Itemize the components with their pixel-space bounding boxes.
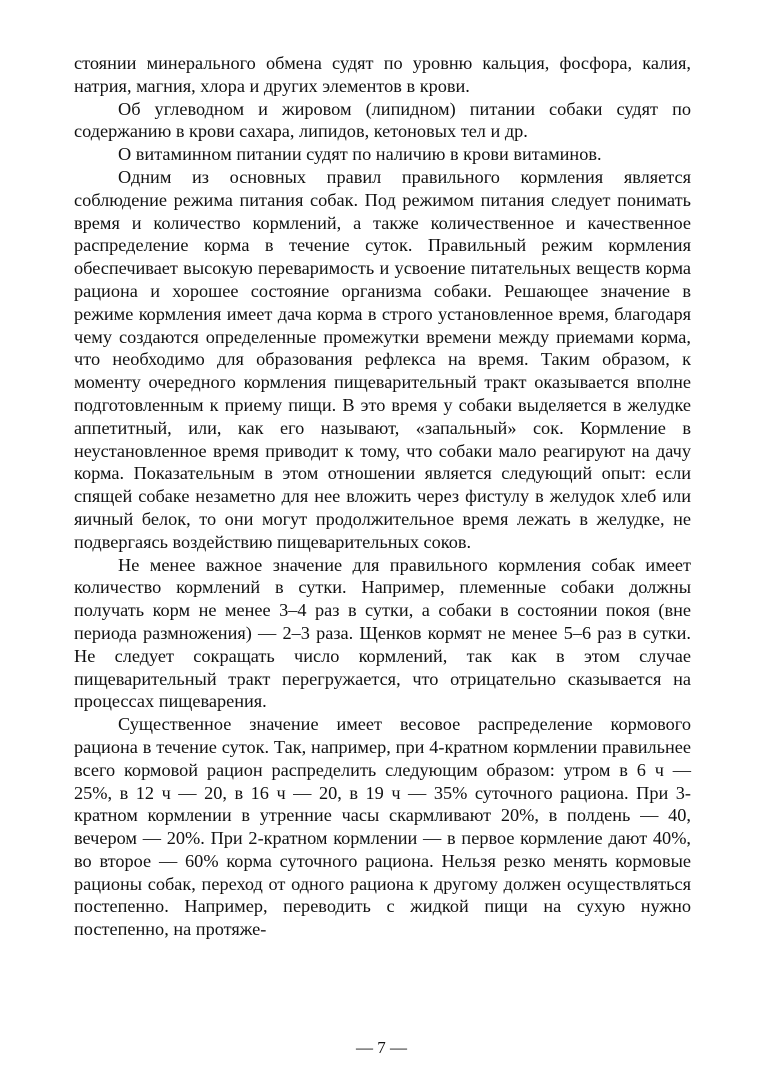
page-body xyxy=(74,52,691,941)
paragraph-5: Не менее важное значение для правильного кормления собак имеет количество кормлений в сутки. Например, племенные собаки должны получать корм не менее 3–4 раз в сутки, а собаки в состоянии покоя (вне периода размножения) — 2–3 раза. Щенков кормят не менее 5–6 раз в сутки. Не следует сокращать число кормлений, так как в этом случае пищеварительный тракт перегружается, что отрицательно сказывается на процессах пищеварения. xyxy=(74,554,691,712)
paragraph-3: О витаминном питании судят по наличию в крови витаминов. xyxy=(118,144,602,165)
page-number: — 7 — xyxy=(356,1038,407,1057)
paragraph-6: Существенное значение имеет весовое распределение кормового рациона в течение суток. Так, например, при 4-кратном кормлении правильнее всего кормовой рацион распределить следующим образом: утром в 6 ч — 25%, в 12 ч — 20, в 16 ч — 20, в 19 ч — 35% суточного рациона. При 3-кратном кормлении в утренние часы скармливают 20%, в полдень — 40, вечером — 20%. При 2-кратном кормлении — в первое кормление дают 40%, во второе — 60% корма суточного рациона. Нельзя резко менять кормовые рационы собак, переход от одного рациона к другому должен осуществляться постепенно. Например, переводить с жидкой пищи на сухую нужно постепенно, на протяже- xyxy=(74,714,691,940)
paragraph-2: Об углеводном и жировом (липидном) питании собаки судят по содержанию в крови сахара, липидов, кетоновых тел и др. xyxy=(74,98,691,142)
paragraph-4: Одним из основных правил правильного кормления является соблюдение режима питания собак. Под режимом питания следует понимать время и количество кормлений, а также количественное и качественное распределение корма в течение суток. Правильный режим кормления обеспечивает высокую переваримость и усвоение питательных веществ корма рациона и хорошее состояние организма собаки. Решающее значение в режиме кормления имеет дача корма в строго установленное время, благодаря чему создаются определенные промежутки времени между приемами корма, что необходимо для образования рефлекса на время. Таким образом, к моменту очередного кормления пищеварительный тракт оказывается вполне подготовленным к приему пищи. В это время у собаки выделяется в желудке аппетитный, или, как его называют, «запальный» сок. Кормление в неустановленное время приводит к тому, что собаки мало реагируют на дачу корма. Показательным в этом отношении является следующий опыт: если спящей собаке незаметно для нее вложить через фистулу в желудок хлеб или яичный белок, то они могут продолжительное время лежать в желудке, не подвергаясь воздействию пищеварительных соков. xyxy=(74,166,691,552)
paragraph-1: стоянии минерального обмена судят по уровню кальция, фосфора, калия, натрия, магния, хлора и других элементов в крови. xyxy=(74,53,691,96)
